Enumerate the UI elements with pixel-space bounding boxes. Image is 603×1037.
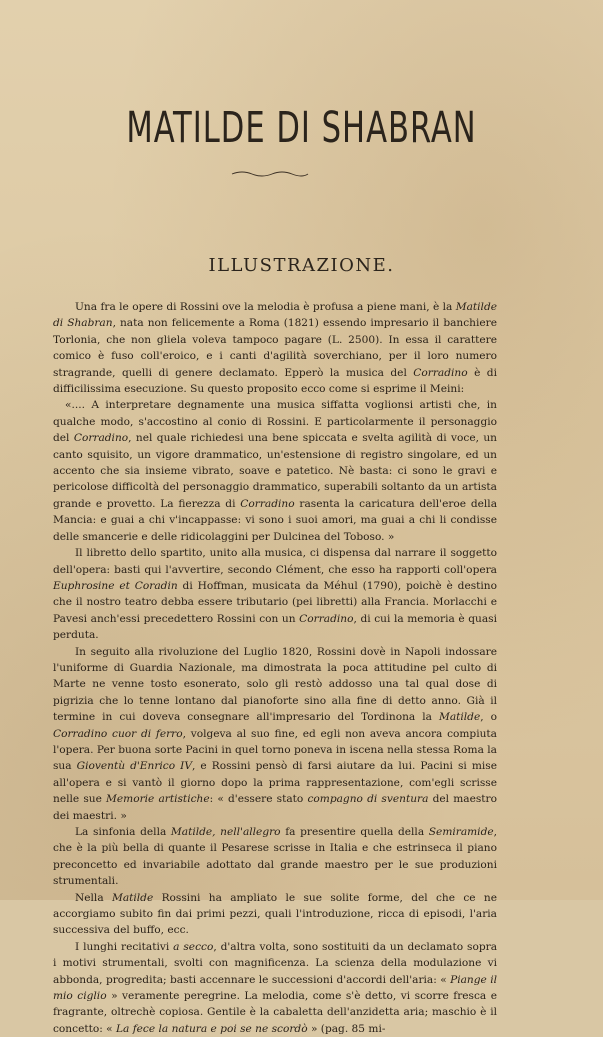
text-run: , d'altra volta, sono sostituiti da un declamato sopra i motivi strumentali, svolti con magnificenza. La scienza della modulazione vi abbonda, progredita; basti accennare le successioni d'accordi dell'aria: «	[53, 940, 498, 986]
italic-text: Semiramide	[428, 826, 494, 838]
italic-text: Matilde, nell'allegro	[170, 826, 281, 838]
text-run: , e Rossini pensò di farsi aiutare da lui. Pacini si mise all'opera e si vantò il giorno dopo la prima rappresentazione, com'egli scrisse nelle sue	[53, 760, 497, 806]
text-run: , nel quale richiedesi una bene spiccata e svelta agilità di voce, un canto squisito, un vigore drammatico, un'estensione di registro singolare, ed un accento che sia insieme vibrato, soave e patetico. Nè basta: ci sono le gravi e pericolose difficoltà del personaggio drammatico, superabili soltanto da un artista grande e provetto. La fierezza di	[53, 432, 498, 510]
italic-text: Matilde di Shabran	[53, 301, 497, 330]
paragraph	[53, 644, 497, 824]
italic-text: Corradino	[299, 612, 354, 625]
italic-text: Memorie artistiche	[106, 793, 210, 806]
text-run: , di cui la memoria è quasi perduta.	[53, 612, 497, 642]
text-run: Nella	[75, 891, 112, 904]
italic-text: Corradino	[413, 366, 468, 379]
text-run: fa presentire quella della	[280, 826, 429, 838]
text-run: , volgeva al suo fine, ed egli non aveva ancora compiuta l'opera. Per buona sorte Pacini in quel torno poneva in iscena nella stessa Roma la sua	[53, 727, 497, 773]
paragraph	[53, 397, 497, 545]
text-run: : « d'essere stato	[209, 793, 308, 806]
paragraph	[53, 939, 497, 1037]
italic-text: Matilde	[111, 891, 154, 904]
italic-text: Corradino cuor di ferro	[53, 727, 183, 740]
text-run: La sinfonia della	[75, 826, 171, 838]
text-run: del maestro dei maestri. »	[53, 793, 497, 822]
italic-text: Corradino	[73, 432, 129, 445]
text-run: Rossini ha ampliato le sue solite forme, del che ce ne accorgiamo subito fin dai primi pezzi, quali l'introduzione, ricca di episodi, l'aria successiva del buffo, ecc.	[53, 891, 497, 937]
italic-text: Gioventù d'Enrico IV	[76, 760, 192, 773]
body-text	[53, 299, 497, 1037]
text-run: «.... A interpretare degnamente una musica siffatta voglionsi artisti che, in qualche modo, s'accostino al conio di Rossini. E particolarmente il personaggio del	[53, 399, 497, 445]
text-run: rasenta la caricatura dell'eroe della Mancia: e guai a chi v'incappasse: vi sono i suoi amori, ma guai a chi li condisse delle smancerie e delle ridicolaggini per Dulcinea del Toboso. »	[53, 497, 498, 543]
italic-text: Euphrosine et Coradin	[53, 579, 178, 592]
paragraph	[53, 824, 497, 890]
italic-text: Piange il mio ciglio	[53, 973, 497, 1003]
italic-text: a secco	[173, 940, 214, 953]
italic-text: compagno di sventura	[307, 793, 429, 806]
text-run: di Hoffman, musicata da Méhul (1790), poichè è destino che il nostro teatro debba essere tributario (pei libretti) alla Francia. Morlacchi e Pavesi anch'essi precedettero Rossini con un	[53, 579, 498, 625]
text-run: Il libretto dello spartito, unito alla musica, ci dispensa dal narrare il soggetto dell'opera: basti qui l'avvertire, secondo Clément, che esso ha rapporti coll'opera	[53, 547, 497, 576]
text-run: , o	[480, 711, 497, 724]
italic-text: La fece la natura e poi se ne scordò	[116, 1022, 308, 1035]
italic-text: Matilde	[438, 711, 481, 724]
section-heading: ILLUSTRAZIONE.	[208, 255, 395, 276]
paragraph	[53, 890, 497, 939]
text-run: » veramente peregrine. La melodia, come s'è detto, vi scorre fresca e fragrante, oltrechè copiosa. Gentile è la cabaletta dell'anzidetta aria; maschio è il concetto: «	[53, 990, 497, 1035]
text-run: è di difficilissima esecuzione. Su questo proposito ecco come si esprime il Meini:	[53, 366, 497, 396]
text-run: Una fra le opere di Rossini ove la melodia è profusa a piene mani, è la	[75, 301, 456, 313]
page-title: MATILDE DI SHABRAN	[126, 103, 477, 153]
paragraph	[53, 299, 497, 397]
text-run: , che è la più bella di quante il Pesarese scrisse in Italia e che estrinseca il piano preconcetto ed invariabile adottato dal grande maestro per le sue produzioni strumentali.	[53, 826, 497, 888]
text-run: » (pag. 85 mi-	[307, 1022, 386, 1035]
paragraph	[53, 545, 497, 643]
text-run: In seguito alla rivoluzione del Luglio 1820, Rossini dovè in Napoli indossare l'uniforme di Guardia Nazionale, ma dimostrata la poca attitudine pel culto di Marte ne venne tosto esonerato, solo gli restò addosso una tal qual dose di pigrizia che lo tenne lontano dal pianoforte sino alla fine di detto anno. Già il termine in cui doveva consegnare all'impresario del Tordinona la	[53, 645, 497, 724]
title-ornament	[230, 170, 310, 178]
text-run: , nata non felicemente a Roma (1821) essendo impresario il banchiere Torlonia, che non gliela voleva tampoco pagare (L. 2500). In essa il carattere comico è fuso coll'eroico, e i canti d'agilità soverchiano, per il loro numero stragrande, quelli di genere declamato. Epperò la musica del	[53, 317, 497, 379]
text-run: I lunghi recitativi	[75, 940, 174, 953]
italic-text: Corradino	[240, 497, 295, 510]
